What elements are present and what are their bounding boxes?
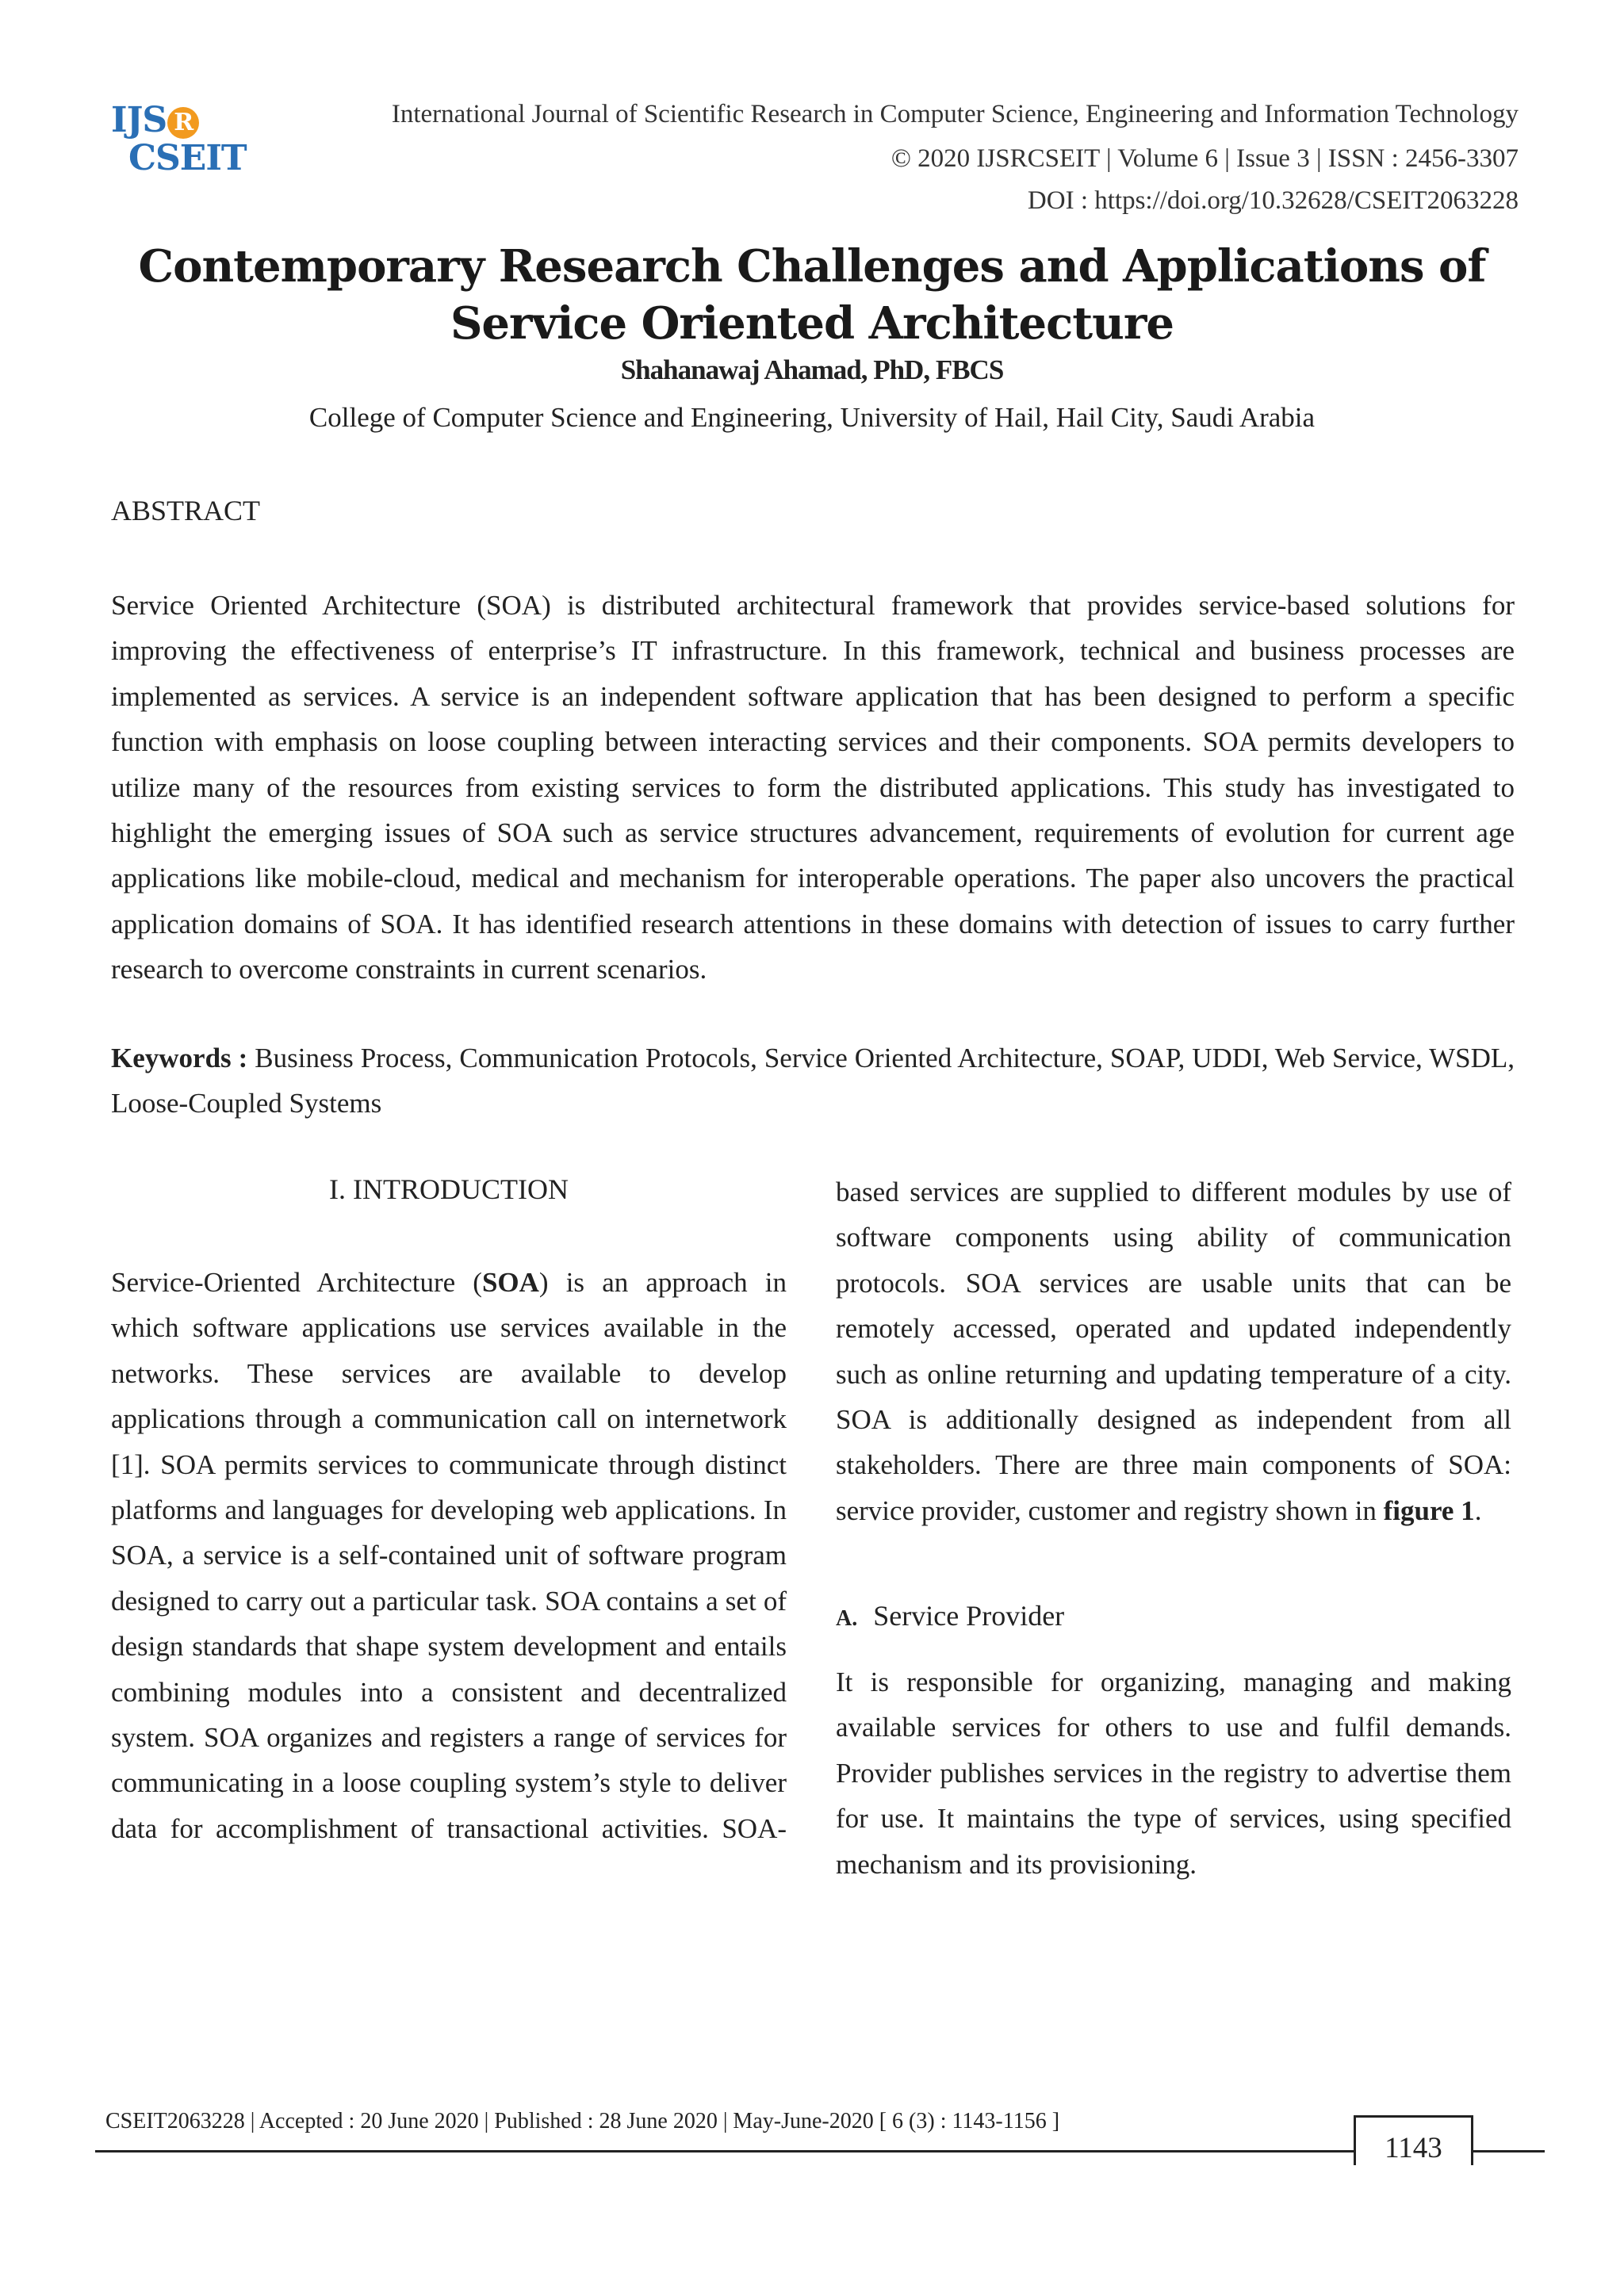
paper-title-line-1: Contemporary Research Challenges and Applications of (138, 240, 1486, 293)
paper-title-line-2: Service Oriented Architecture (450, 297, 1174, 350)
logo-text-ijs: IJS (111, 100, 167, 140)
footer-citation: CSEIT2063228 | Accepted : 20 June 2020 | Published : 28 June 2020 | May-June-2020 [ 6 (3) : 1143-1156 ] (105, 2109, 1060, 2133)
page-number: 1143 (1385, 2132, 1442, 2164)
introduction-heading: I. INTRODUCTION (329, 1173, 569, 1205)
author: Shahanawaj Ahamad, PhD, FBCS (620, 354, 1004, 385)
abstract-heading: ABSTRACT (111, 495, 261, 526)
keywords-label: Keywords : (111, 1043, 248, 1073)
subsection-title: Service Provider (873, 1600, 1065, 1632)
journal-logo (111, 100, 247, 187)
journal-name: International Journal of Scientific Research in Computer Science, Engineering and Information Technology (391, 100, 1519, 128)
service-provider-text: It is responsible for organizing, managing and making available services for others to use and fulfil demands. Provider publishes services in the registry to advertise them for use. It maintains the type of services, using specified mechanism and its provisioning. (836, 1667, 1511, 1880)
abstract-text: Service Oriented Architecture (SOA) is distributed architectural framework that provides service-based solutions for improving the effectiveness of enterprise’s IT infrastructure. In this framework, technical and business processes are implemented as services. A service is an independent software application that has been designed to perform a specific function with emphasis on loose coupling between interacting services and their components. SOA permits developers to utilize many of the resources from existing services to form the distributed applications. This study has investigated to highlight the emerging issues of SOA such as service structures advancement, requirements of evolution for current age applications like mobile-cloud, medical and mechanism for interoperable operations. The paper also uncovers the practical application domains of SOA. It has identified research attentions in these domains with detection of issues to carry further research to overcome constraints in current scenarios. (111, 590, 1515, 985)
introduction-paragraph-2: based services are supplied to different modules by use of software components using ability of communication protocols. SOA services are usable units that can be remotely accessed, operated and updated independently such as online returning and updating temperature of a city. SOA is additionally designed as independent from all stakeholders. There are three main components of SOA: service provider, customer and registry shown in figure 1. (836, 1177, 1511, 1526)
service-provider-heading (836, 1598, 1064, 1636)
subsection-letter: A. (836, 1606, 858, 1631)
footer-rule (95, 2150, 1545, 2152)
introduction-paragraph-1: Service-Oriented Architecture (SOA) is an approach in which software applications use services available in the networks. These services are available to develop applications through a communication call on internetwork [1]. SOA permits services to communicate through distinct platforms and languages for developing web applications. In SOA, a service is a self-contained unit of software program designed to carry out a particular task. SOA contains a set of design standards that shape system development and entails combining modules into a consistent and decentralized system. SOA organizes and registers a range of services for communicating in a loose coupling system’s style to deliver data for accomplishment of transactional activities. SOA- (111, 1267, 787, 1844)
issue-line: © 2020 IJSRCSEIT | Volume 6 | Issue 3 | ISSN : 2456-3307 (891, 144, 1519, 173)
affiliation: College of Computer Science and Engineering, University of Hail, Hail City, Saudi Arabia (308, 402, 1316, 433)
soa-term: SOA (481, 1267, 539, 1298)
doi-line: DOI : https://doi.org/10.32628/CSEIT2063228 (1027, 186, 1519, 215)
figure-reference: figure 1 (1383, 1494, 1475, 1526)
logo-text-cseit: CSEIT (128, 138, 247, 178)
keywords (111, 1035, 1515, 1126)
logo-badge: R (167, 107, 199, 139)
keywords-list: Business Process, Communication Protocols, Service Oriented Architecture, SOAP, UDDI, Web Service, WSDL, Loose-Coupled Systems (111, 1043, 1515, 1119)
